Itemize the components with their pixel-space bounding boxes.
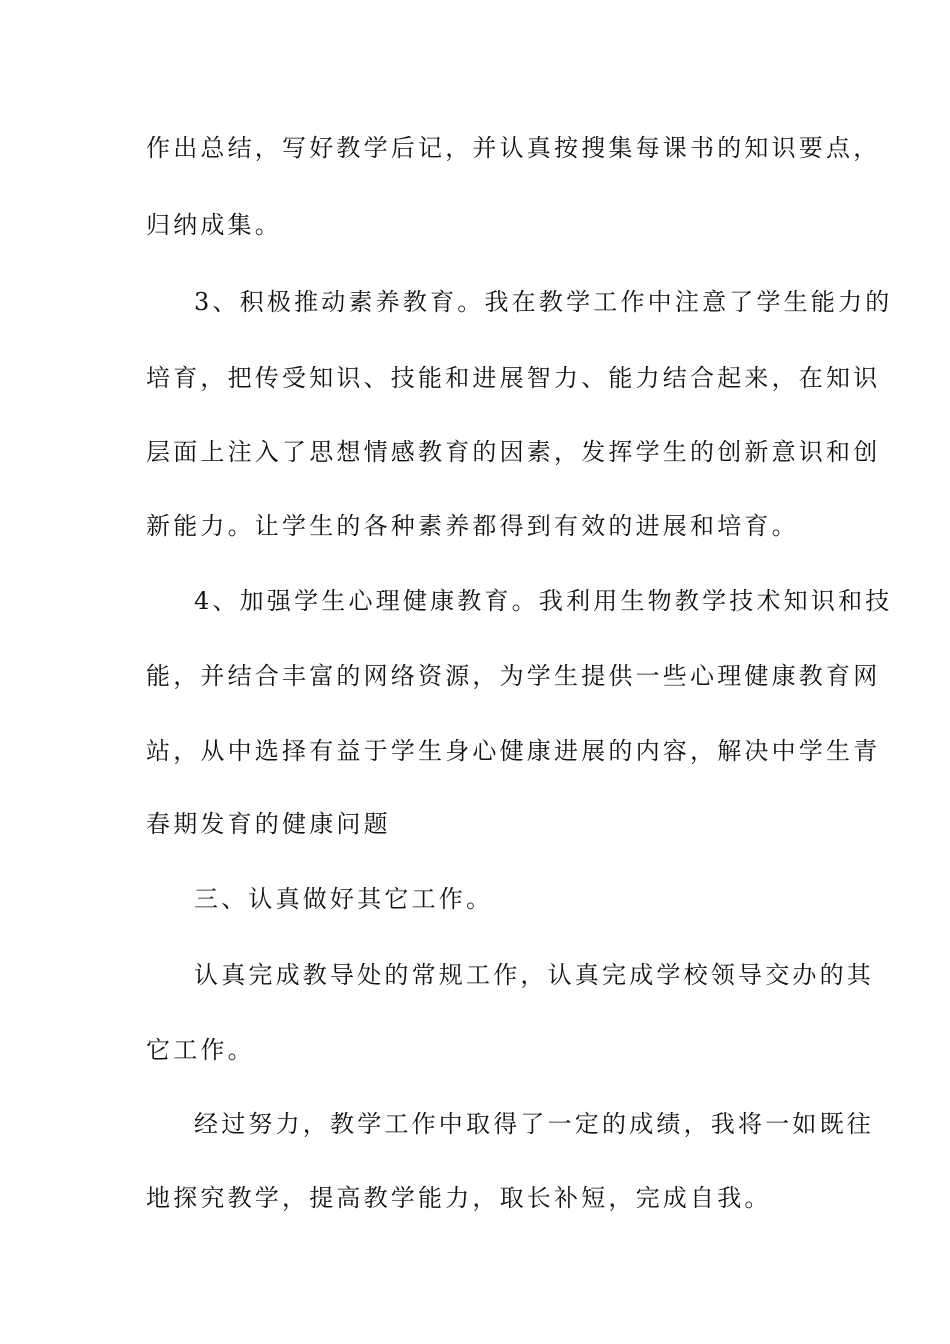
text-line-9: 站，从中选择有益于学生身心健康进展的内容，解决中学生青 [146,737,881,765]
text-line-13: 它工作。 [146,1036,255,1064]
text-line-12: 认真完成教导处的常规工作，认真完成学校领导交办的其 [194,961,874,989]
text-line-4: 培育，把传受知识、技能和进展智力、能力结合起来，在知识 [146,364,881,392]
text-line-6: 新能力。让学生的各种素养都得到有效的进展和培育。 [146,512,799,540]
text-line-1: 作出总结，写好教学后记，并认真按搜集每课书的知识要点， [146,134,881,162]
text-line-3: 3、积极推动素养教育。我在教学工作中注意了学生能力的 [194,288,893,316]
text-line-8: 能，并结合丰富的网络资源，为学生提供一些心理健康教育网 [146,662,881,690]
section-heading: 三、认真做好其它工作。 [194,885,494,913]
text-line-14: 经过努力，教学工作中取得了一定的成绩，我将一如既往 [194,1110,874,1138]
text-line-5: 层面上注入了思想情感教育的因素，发挥学生的创新意识和创 [146,438,881,466]
text-line-2: 归纳成集。 [146,211,282,239]
text-line-10: 春期发育的健康问题 [146,810,391,838]
text-line-7: 4、加强学生心理健康教育。我利用生物教学技术知识和技 [194,587,893,615]
text-line-15: 地探究教学，提高教学能力，取长补短，完成自我。 [146,1184,772,1212]
